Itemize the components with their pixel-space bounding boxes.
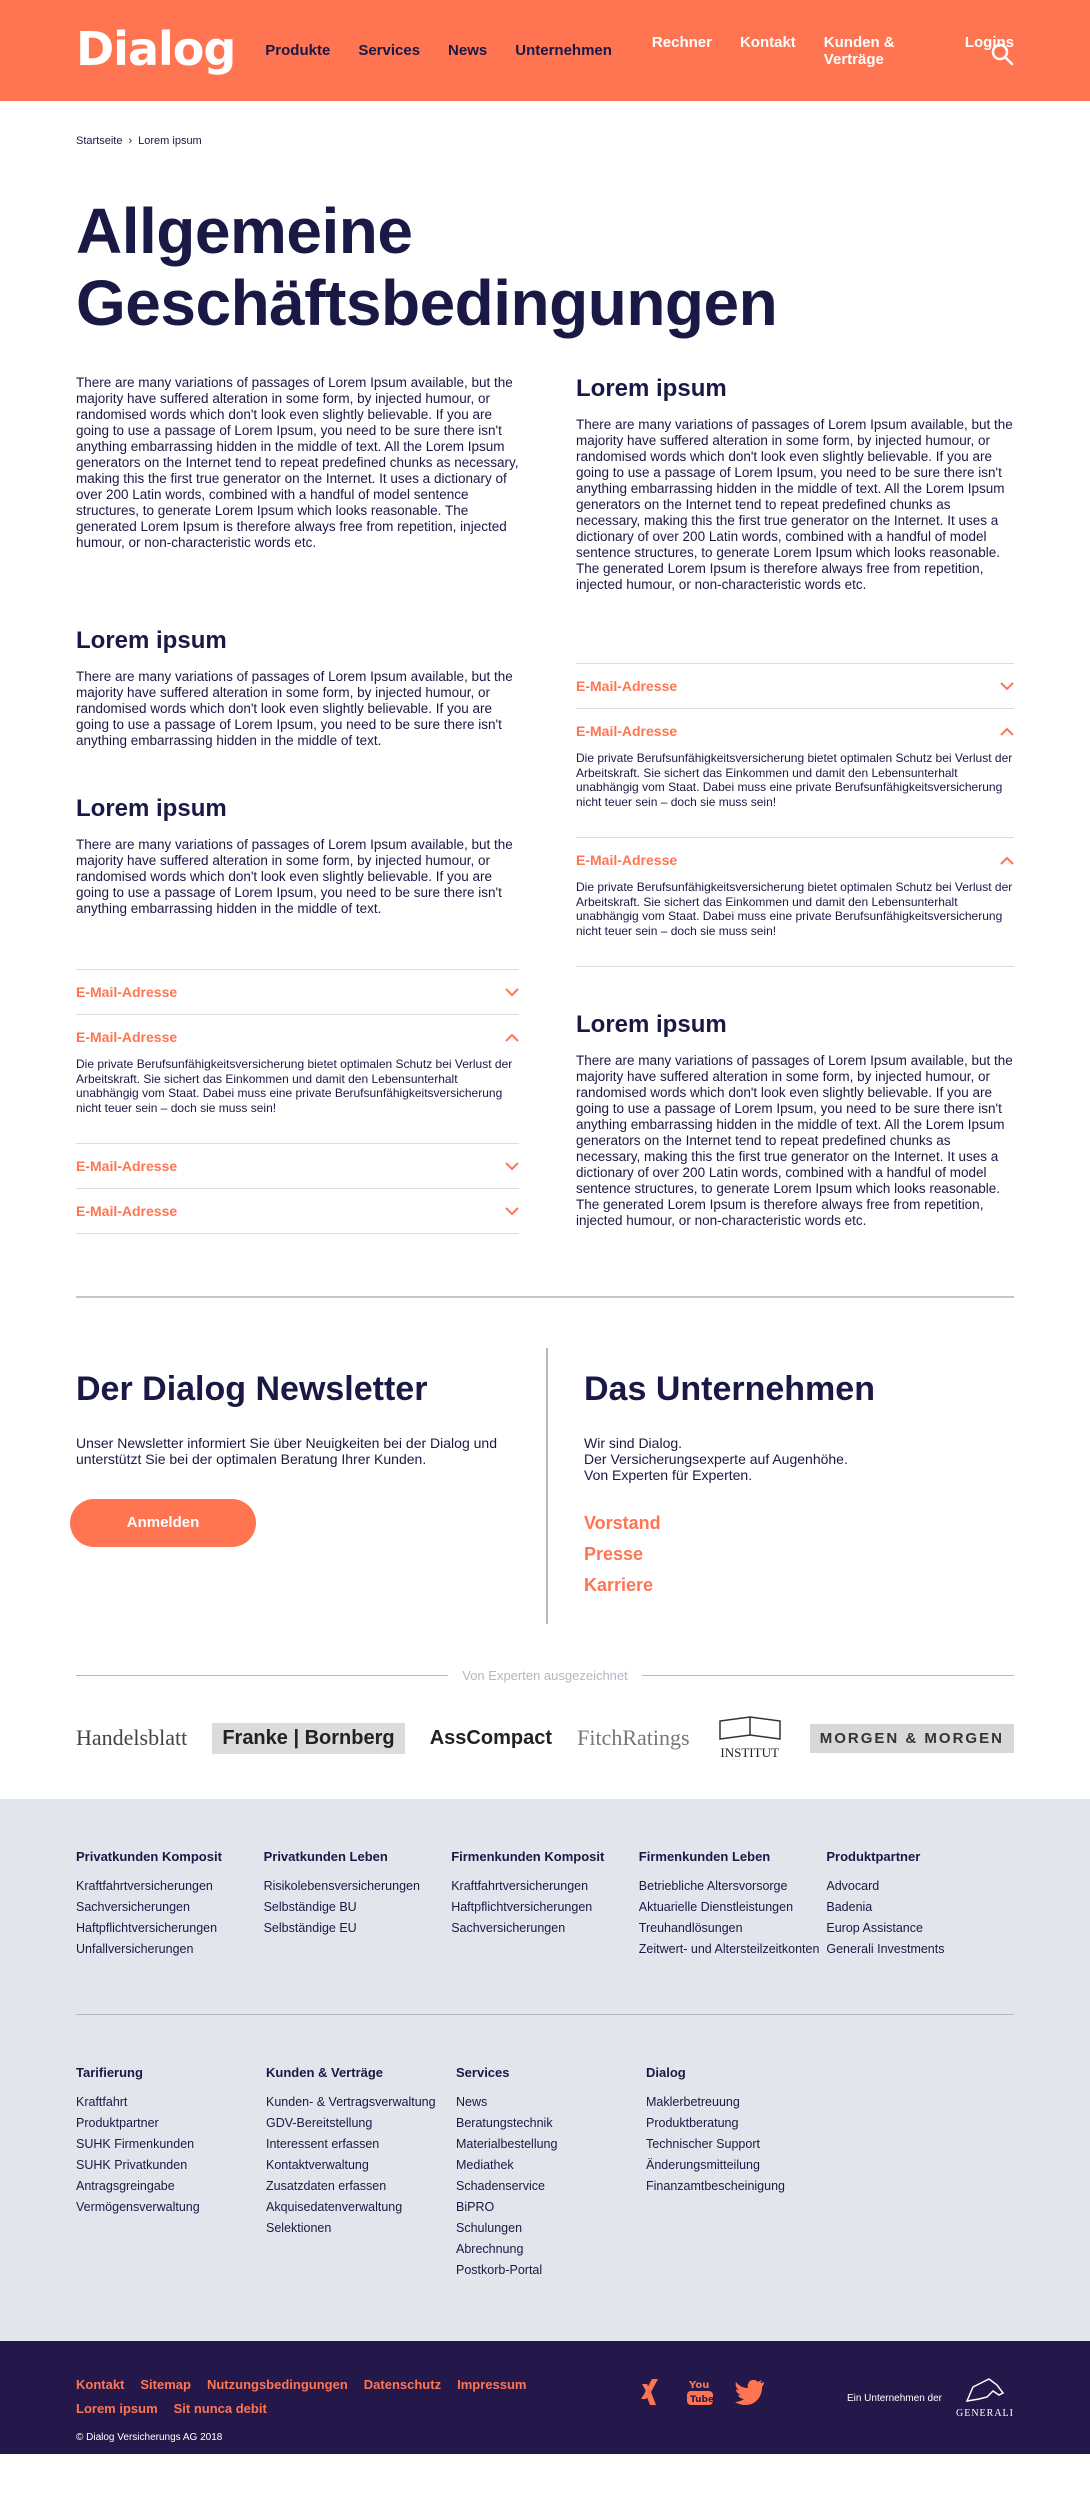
newsletter-title: Der Dialog Newsletter [76,1370,428,1408]
site-footer [0,1799,1090,2454]
section-right-1 [576,375,1014,593]
accordion-item[interactable] [76,970,519,1015]
footer-link[interactable]: Materialbestellung [456,2137,558,2151]
footer-link[interactable]: SUHK Firmenkunden [76,2137,195,2151]
section-text: There are many variations of passages of Lorem Ipsum available, but the majority have suffered alteration in some form, by injected humour, or randomised words which don't look even slightly believable. If you are going to use a passage of Lorem Ipsum, you need to be sure there isn't anything embarrassing hidden in the middle of text. All the Lorem Ipsum generators on the Internet tend to repeat predefined chunks as necessary, making this the first true generator on the Internet. It uses a dictionary of over 200 Latin words, combined with a handful of model sentence structures, to generate Lorem Ipsum which looks reasonable. The generated Lorem Ipsum is therefore always free from repetition, injected humour, or non-characteristic words etc. [576,1053,1013,1228]
chevron-down-icon[interactable] [1000,682,1014,691]
footer-link[interactable]: Technischer Support [646,2137,760,2151]
footer-link[interactable]: Haftpflichtversicherungen [451,1900,593,1914]
footer-link[interactable]: Unfallversicherungen [76,1942,194,1956]
accordion-body: Die private Berufsunfähigkeitsversicherung bietet optimalen Schutz bei Verlust der Arbeitskraft. Sie sichert das Einkommen und damit den Lebensunterhalt unabhängig vom Staat. Dabei muss eine private Berufsunfähigkeitsversicherung nicht teuer sein – doch sie muss sein! [76,1057,513,1115]
link-lorem-ipsum[interactable]: Lorem ipsum [76,2401,158,2416]
footer-column-title: Privatkunden Leben [263,1849,388,1864]
footer-column [451,1849,639,1960]
dialog-logo[interactable]: Dialog [76,21,236,76]
footer-link[interactable]: Mediathek [456,2158,514,2172]
footer-link[interactable]: Beratungstechnik [456,2116,553,2130]
company-links [584,1513,875,1596]
section-heading: Lorem ipsum [576,375,727,402]
award-logos [76,1713,1014,1763]
footer-column [826,1849,1014,1960]
footer-column [264,1849,452,1960]
morgen-morgen-logo: MORGEN & MORGEN [810,1724,1014,1753]
main-nav [265,42,612,59]
institut-logo-text: INSTITUT [720,1745,779,1760]
section-heading: Lorem ipsum [76,795,227,822]
footer-link[interactable]: Aktuarielle Dienstleistungen [638,1900,794,1914]
chevron-down-icon[interactable] [505,988,519,997]
footer-link[interactable]: Risikolebensversicherungen [263,1879,420,1893]
accordion-label: E-Mail-Adresse [76,984,178,1000]
footer-column-title: Dialog [646,2065,686,2080]
accordion-item[interactable] [76,1189,519,1234]
section-heading: Lorem ipsum [576,1011,727,1038]
nav-produkte[interactable]: Produkte [265,42,331,59]
main-content [0,135,1090,1763]
company-title: Das Unternehmen [584,1370,875,1408]
youtube-icon[interactable] [686,2377,714,2407]
svg-text:Tube: Tube [690,2395,714,2405]
footer-link[interactable]: Akquisedatenverwaltung [266,2200,403,2214]
intro-text: There are many variations of passages of Lorem Ipsum available, but the majority have suffered alteration in some form, by injected humour, or randomised words which don't look even slightly believable. If you are going to use a passage of Lorem Ipsum, you need to be sure there isn't anything embarrassing hidden in the middle of text. All the Lorem Ipsum generators on the Internet tend to repeat predefined chunks as necessary, making this the first true generator on the Internet. It uses a dictionary of over 200 Latin words, combined with a handful of model sentence structures, to generate Lorem Ipsum which looks reasonable. The generated Lorem Ipsum is therefore always free from repetition, injected humour, or non-characteristic words etc. [76,375,519,550]
link-kontakt[interactable]: Kontakt [76,2377,125,2392]
accordion-body: Die private Berufsunfähigkeitsversicherung bietet optimalen Schutz bei Verlust der Arbeitskraft. Sie sichert das Einkommen und damit den Lebensunterhalt unabhängig vom Staat. Dabei muss eine private Berufsunfähigkeitsversicherung nicht teuer sein – doch sie muss sein! [576,751,1013,809]
franke-bornberg-logo: Franke | Bornberg [212,1723,404,1754]
handelsblatt-logo: Handelsblatt [76,1725,188,1750]
legal-links-2 [76,2401,267,2416]
generali-logo-text: GENERALI [956,2408,1014,2419]
footer-column [456,2065,646,2281]
bottom-bar [0,2341,1090,2454]
xing-icon[interactable] [638,2377,666,2407]
footer-column-title: Kunden & Verträge [266,2065,384,2080]
footer-column-title: Privatkunden Komposit [76,1849,222,1864]
footer-link[interactable]: Haftpflichtversicherungen [76,1921,218,1935]
footer-link[interactable]: Änderungsmitteilung [646,2158,760,2172]
footer-link[interactable]: Badenia [826,1900,873,1914]
breadcrumb [76,135,1014,147]
nav-kontakt[interactable]: Kontakt [739,33,796,51]
footer-link[interactable]: Kunden- & Vertragsverwaltung [266,2095,436,2109]
accordion-header[interactable] [576,723,1014,739]
accordion-label: E-Mail-Adresse [76,1158,178,1174]
footer-link[interactable]: Interessent erfassen [266,2137,380,2151]
accordion-item[interactable] [76,1015,519,1144]
newsletter-block [76,1348,546,1624]
chevron-up-icon[interactable] [1000,856,1014,865]
footer-link[interactable]: Maklerbetreuung [646,2095,740,2109]
company-line: Der Versicherungsexperte auf Augenhöhe. [584,1451,848,1467]
footer-link[interactable]: GDV-Bereitstellung [266,2116,373,2130]
awards-line [642,1675,1014,1676]
social-links [638,2377,766,2407]
accordion-header[interactable] [76,1203,519,1219]
footer-link[interactable]: Selbständige BU [263,1900,357,1914]
footer-link[interactable]: Schadenservice [456,2179,545,2193]
generali-lion-icon [963,2377,1007,2405]
newsletter-subscribe-button[interactable]: Anmelden [70,1499,256,1547]
newsletter-text: Unser Newsletter informiert Sie über Neuigkeiten bei der Dialog und unterstützt Sie bei der optimalen Beratung Ihrer Kunden. [76,1435,497,1467]
footer-column-title: Produktpartner [826,1849,921,1864]
footer-column-title: Firmenkunden Leben [638,1849,771,1864]
footer-link[interactable]: Zeitwert- und Altersteilzeitkonten [638,1942,820,1956]
footer-link[interactable]: Europ Assistance [826,1921,923,1935]
nav-unternehmen[interactable]: Unternehmen [515,42,612,59]
footer-link[interactable]: Kraftfahrt [76,2095,128,2109]
footer-link[interactable]: Generali Investments [826,1942,945,1956]
link-datenschutz[interactable]: Datenschutz [363,2377,442,2392]
breadcrumb-home[interactable]: Startseite [76,135,123,147]
footer-column [639,1849,827,1960]
copyright: © Dialog Versicherungs AG 2018 [76,2432,223,2443]
footer-link[interactable]: Selbständige EU [263,1921,357,1935]
link-presse[interactable]: Presse [584,1544,644,1564]
footer-link[interactable]: Produktberatung [646,2116,739,2130]
link-vorstand[interactable]: Vorstand [584,1513,661,1533]
breadcrumb-current: Lorem ipsum [138,135,202,147]
chevron-up-icon[interactable] [505,1033,519,1042]
footer-link[interactable]: Advocard [826,1879,880,1893]
footer-link[interactable]: Finanzamtbescheinigung [646,2179,785,2193]
accordion-header[interactable] [76,1158,519,1174]
footer-column-title: Firmenkunden Komposit [451,1849,605,1864]
footer-link[interactable]: Schulungen [456,2221,523,2235]
accordion-right [576,663,1014,967]
section-left-1 [76,627,519,749]
accordion-label: E-Mail-Adresse [76,1029,178,1045]
company-line: Von Experten für Experten. [584,1467,753,1483]
nav-logins[interactable]: Logins [964,33,1014,51]
twitter-icon[interactable] [734,2378,766,2406]
footer-link[interactable]: Postkorb-Portal [456,2263,543,2277]
company-text [584,1435,875,1483]
institut-logo [715,1715,785,1761]
accordion-header[interactable] [576,678,1014,694]
nav-kunden-vertraege[interactable]: Kunden & Verträge [823,33,895,68]
footer-link[interactable]: Selektionen [266,2221,332,2235]
footer-link[interactable]: Abrechnung [456,2242,524,2256]
footer-column [266,2065,456,2281]
accordion-label: E-Mail-Adresse [576,852,678,868]
footer-column-title: Services [456,2065,510,2080]
footer-link[interactable]: News [456,2095,488,2109]
footer-grid-2 [76,2065,1014,2281]
site-header [0,0,1090,101]
nav-news[interactable]: News [448,42,488,59]
secondary-nav [652,34,1014,68]
footer-grid-1 [76,1849,1014,1960]
section-right-2 [576,1011,1014,1229]
chevron-right-icon: › [128,135,133,147]
footer-link[interactable]: Kraftfahrtversicherungen [451,1879,589,1893]
footer-column [646,2065,836,2281]
company-line: Wir sind Dialog. [584,1435,683,1451]
chevron-down-icon[interactable] [505,1207,519,1216]
accordion-label: E-Mail-Adresse [76,1203,178,1219]
footer-link[interactable]: Betriebliche Altersvorsorge [638,1879,788,1893]
generali-logo[interactable] [956,2377,1014,2419]
generali-brand [847,2377,1014,2419]
accordion-label: E-Mail-Adresse [576,723,678,739]
accordion-left [76,969,519,1234]
link-impressum[interactable]: Impressum [457,2377,527,2392]
accordion-body: Die private Berufsunfähigkeitsversicherung bietet optimalen Schutz bei Verlust der Arbeitskraft. Sie sichert das Einkommen und damit den Lebensunterhalt unabhängig vom Staat. Dabei muss eine private Berufsunfähigkeitsversicherung nicht teuer sein – doch sie muss sein! [576,880,1013,938]
nav-rechner[interactable]: Rechner [651,33,712,51]
accordion-header[interactable] [76,984,519,1000]
left-column [76,375,519,1234]
footer-link[interactable]: Vermögensverwaltung [76,2200,200,2214]
book-icon [715,1715,785,1741]
footer-link[interactable]: Sachversicherungen [451,1921,566,1935]
footer-column-title: Tarifierung [76,2065,143,2080]
footer-column [76,2065,266,2281]
footer-link[interactable]: Antragsgreingabe [76,2179,175,2193]
page-title: Allgemeine Geschäftsbedingungen [76,195,778,339]
footer-link[interactable]: Sachversicherungen [76,1900,190,1914]
search-icon[interactable] [990,42,1014,66]
accordion-header[interactable] [576,852,1014,868]
section-text: There are many variations of passages of Lorem Ipsum available, but the majority have suffered alteration in some form, by injected humour, or randomised words which don't look even slightly believable. If you are going to use a passage of Lorem Ipsum, you need to be sure there isn't anything embarrassing hidden in the middle of text. [76,669,513,748]
awards-line [76,1675,448,1676]
accordion-item[interactable] [576,709,1014,838]
chevron-up-icon[interactable] [1000,727,1014,736]
link-sitemap[interactable]: Sitemap [140,2377,191,2392]
footer-link[interactable]: Produktpartner [76,2116,159,2130]
accordion-item[interactable] [76,1144,519,1189]
awards-header [76,1668,1014,1683]
footer-link[interactable]: Kraftfahrtversicherungen [76,1879,213,1893]
accordion-header[interactable] [76,1029,519,1045]
link-karriere[interactable]: Karriere [584,1575,654,1595]
svg-text:You: You [689,2380,710,2391]
company-block [548,1348,875,1624]
section-divider [76,1296,1014,1298]
footer-link[interactable]: SUHK Privatkunden [76,2158,188,2172]
right-column [576,375,1014,1234]
footer-links [0,1799,1090,2341]
link-sit-nunca-debit[interactable]: Sit nunca debit [173,2401,267,2416]
accordion-item[interactable] [576,838,1014,967]
link-nutzungsbedingungen[interactable]: Nutzungsbedingungen [206,2377,348,2392]
generali-text: Ein Unternehmen der [846,2392,942,2404]
awards-title: Von Experten ausgezeichnet [462,1668,628,1683]
content-columns [76,375,1014,1234]
footer-column [76,1849,264,1960]
footer-separator [76,2014,1014,2015]
fitchratings-logo: FitchRatings [577,1725,690,1750]
footer-link[interactable]: Zusatzdaten erfassen [266,2179,387,2193]
section-text: There are many variations of passages of Lorem Ipsum available, but the majority have suffered alteration in some form, by injected humour, or randomised words which don't look even slightly believable. If you are going to use a passage of Lorem Ipsum, you need to be sure there isn't anything embarrassing hidden in the middle of text. All the Lorem Ipsum generators on the Internet tend to repeat predefined chunks as necessary, making this the first true generator on the Internet. It uses a dictionary of over 200 Latin words, combined with a handful of model sentence structures, to generate Lorem Ipsum which looks reasonable. The generated Lorem Ipsum is therefore always free from repetition, injected humour, or non-characteristic words etc. [576,417,1013,592]
accordion-label: E-Mail-Adresse [576,678,678,694]
legal-links [76,2377,526,2392]
section-text: There are many variations of passages of Lorem Ipsum available, but the majority have suffered alteration in some form, by injected humour, or randomised words which don't look even slightly believable. If you are going to use a passage of Lorem Ipsum, you need to be sure there isn't anything embarrassing hidden in the middle of text. [76,837,513,916]
newsletter-company-row [76,1348,1014,1624]
footer-link[interactable]: Treuhandlösungen [638,1921,743,1935]
footer-link[interactable]: Kontaktverwaltung [266,2158,369,2172]
asscompact-logo: AssCompact [429,1726,552,1749]
section-left-2 [76,795,519,917]
accordion-item[interactable] [576,664,1014,709]
chevron-down-icon[interactable] [505,1162,519,1171]
section-heading: Lorem ipsum [76,627,227,654]
nav-services[interactable]: Services [358,42,421,59]
footer-link[interactable]: BiPRO [456,2200,495,2214]
